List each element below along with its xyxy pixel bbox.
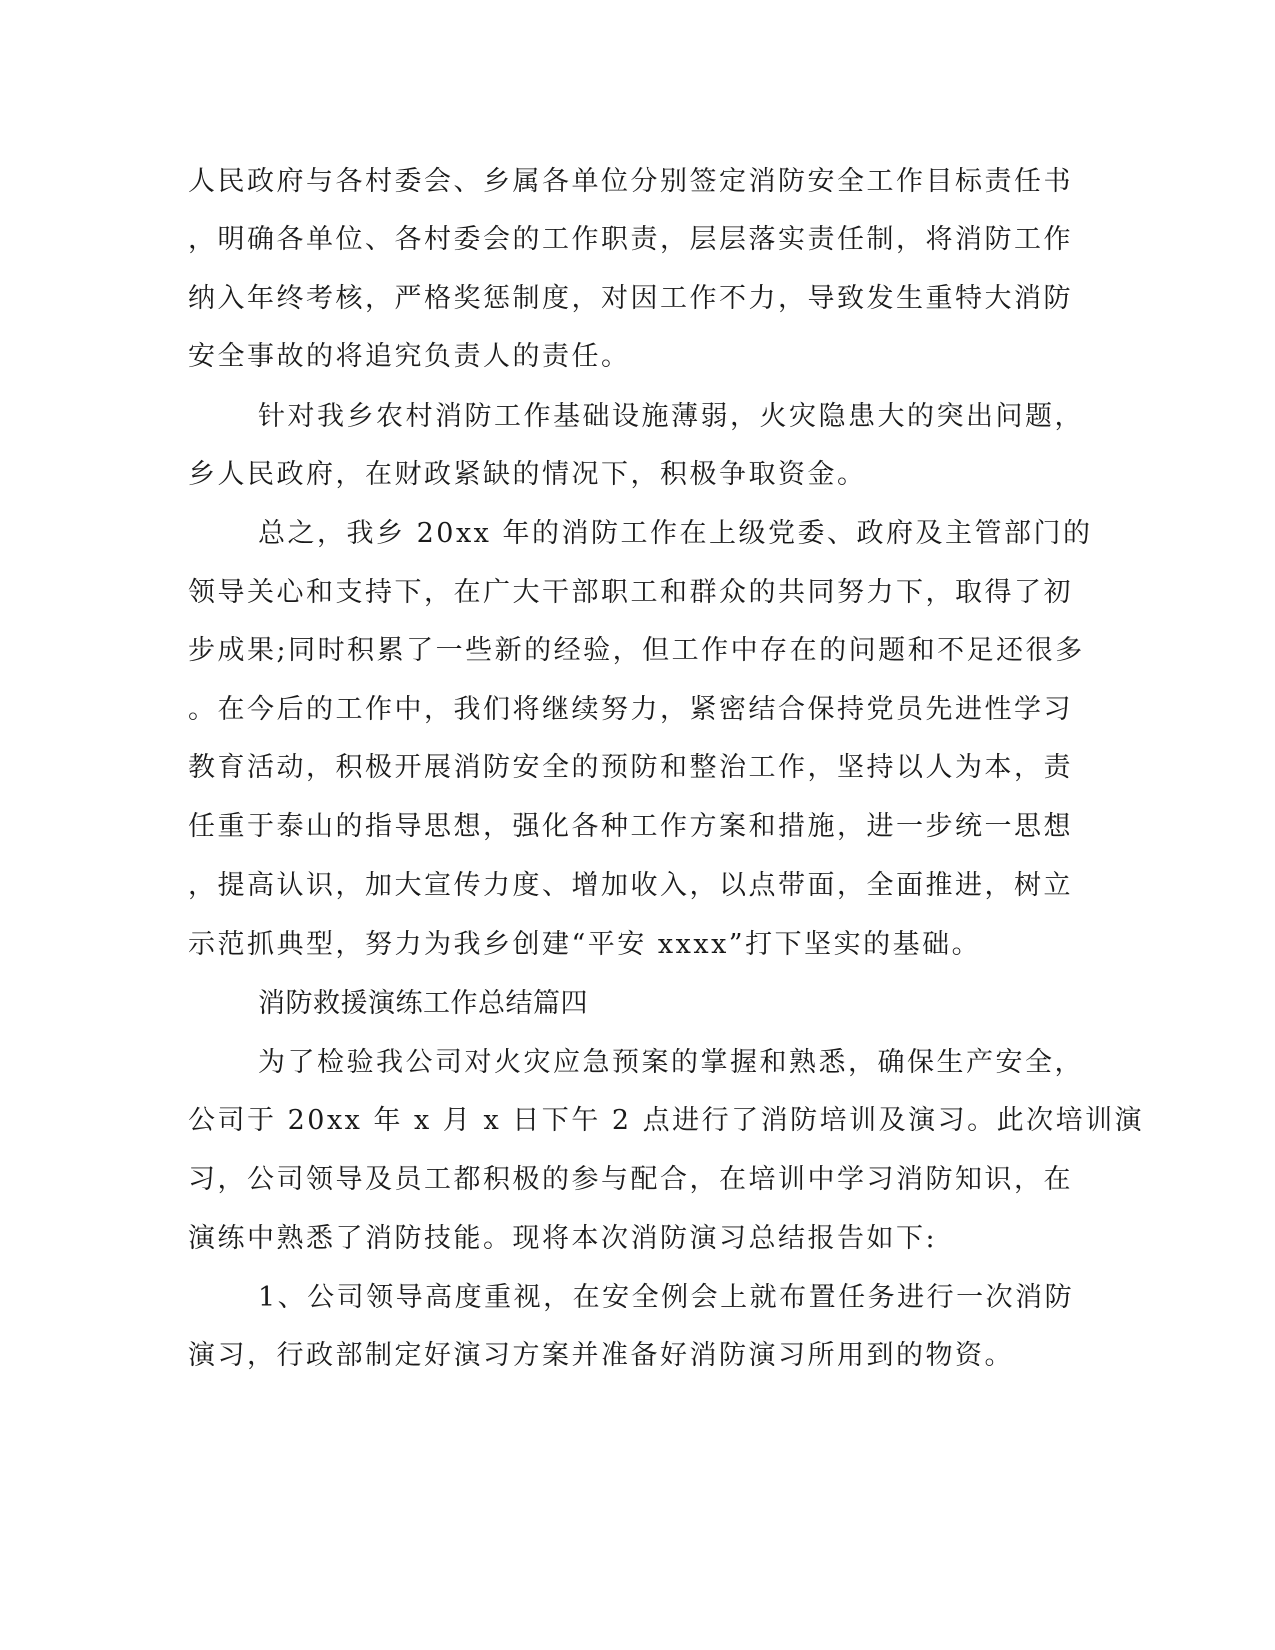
paragraph-line: 演习，行政部制定好演习方案并准备好消防演习所用到的物资。 — [188, 1340, 1014, 1371]
paragraph-line: 演练中熟悉了消防技能。现将本次消防演习总结报告如下: — [188, 1223, 938, 1254]
section-heading: 消防救援演练工作总结篇四 — [258, 988, 588, 1019]
paragraph-line: 。在今后的工作中，我们将继续努力，紧密结合保持党员先进性学习 — [188, 694, 1073, 725]
paragraph-line: 教育活动，积极开展消防安全的预防和整治工作，坚持以人为本，责 — [188, 752, 1073, 783]
paragraph-line: 安全事故的将追究负责人的责任。 — [188, 341, 631, 372]
paragraph-line: 习，公司领导及员工都积极的参与配合，在培训中学习消防知识，在 — [188, 1164, 1073, 1195]
paragraph-line: ，明确各单位、各村委会的工作职责，层层落实责任制，将消防工作 — [188, 224, 1073, 255]
paragraph-line: 领导关心和支持下，在广大干部职工和群众的共同努力下，取得了初 — [188, 577, 1073, 608]
paragraph-line: 人民政府与各村委会、乡属各单位分别签定消防安全工作目标责任书 — [188, 166, 1073, 197]
paragraph-line: 总之，我乡 20xx 年的消防工作在上级党委、政府及主管部门的 — [258, 518, 1093, 549]
paragraph-line: 纳入年终考核，严格奖惩制度，对因工作不力，导致发生重特大消防 — [188, 283, 1073, 314]
paragraph-line: 步成果;同时积累了一些新的经验，但工作中存在的问题和不足还很多 — [188, 635, 1085, 666]
paragraph-line: ，提高认识，加大宣传力度、增加收入，以点带面，全面推进，树立 — [188, 870, 1073, 901]
paragraph-line: 公司于 20xx 年 x 月 x 日下午 2 点进行了消防培训及演习。此次培训演 — [188, 1105, 1145, 1136]
paragraph-line: 为了检验我公司对火灾应急预案的掌握和熟悉，确保生产安全， — [258, 1047, 1084, 1078]
paragraph-line: 任重于泰山的指导思想，强化各种工作方案和措施，进一步统一思想 — [188, 811, 1073, 842]
paragraph-line: 1、公司领导高度重视，在安全例会上就布置任务进行一次消防 — [258, 1282, 1075, 1313]
paragraph-line: 针对我乡农村消防工作基础设施薄弱，火灾隐患大的突出问题， — [258, 401, 1084, 432]
paragraph-line: 示范抓典型，努力为我乡创建“平安 xxxx”打下坚实的基础。 — [188, 929, 982, 960]
paragraph-line: 乡人民政府，在财政紧缺的情况下，积极争取资金。 — [188, 459, 867, 490]
